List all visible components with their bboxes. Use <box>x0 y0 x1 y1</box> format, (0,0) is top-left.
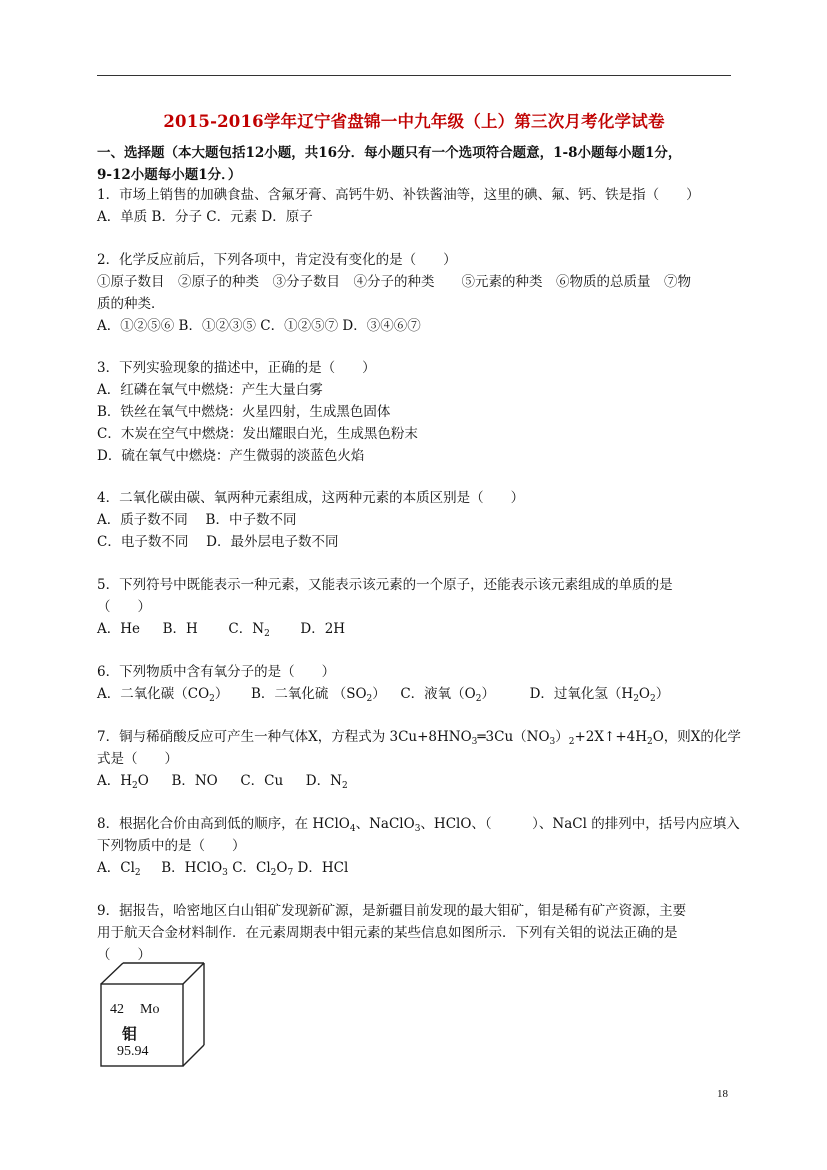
question-5-option-c: C．$N_2$ <box>228 621 270 639</box>
question-1-stem: 1．市场上销售的加碘食盐、含氟牙膏、高钙牛奶、补铁酱油等，这里的碘、氟、钙、铁是指（ ） <box>97 187 700 203</box>
question-6-option-b: B．二氧化硫 $(SO_2)$ <box>250 686 386 704</box>
question-8-option-a: A．$Cl_2$ <box>97 860 141 878</box>
question-7 <box>97 726 741 792</box>
question-3-option-b: B．铁丝在氧气中燃烧：火星四射，生成黑色固体 <box>97 404 391 420</box>
page-title: 2015-2016学年辽宁省盘锦一中九年级（上）第三次月考化学试卷 <box>163 112 665 131</box>
question-5-options <box>97 618 737 640</box>
question-8-stem-line-2: 下列物质中的是（ ） <box>97 838 246 854</box>
question-2-options: A．①②⑤⑥ B．①②③⑤ C．①②⑤⑦ D．③④⑥⑦ <box>97 318 421 334</box>
question-5-option-a: A．He <box>97 621 141 637</box>
question-3-option-d: D．硫在氧气中燃烧：产生微弱的淡蓝色火焰 <box>97 448 365 464</box>
question-5-option-d: D．2H <box>300 621 346 637</box>
question-7-option-c: C．Cu <box>240 773 284 789</box>
question-4-options-ab: A．质子数不同 B．中子数不同 <box>97 512 297 528</box>
section-heading-line-1: 一、选择题（本大题包括12小题，共16分．每小题只有一个选项符合题意，1-8小题每小题1分， <box>97 145 682 161</box>
question-8-option-c: C．$Cl_2O_7$ <box>232 860 294 878</box>
question-2-items-line-1: ①原子数目 ②原子的种类 ③分子数目 ④分子的种类 ⑤元素的种类 ⑥物质的总质量 ⑦物 <box>97 274 691 290</box>
question-9-stem-line-1: 9．据报告，哈密地区白山钼矿发现新矿源，是新疆目前发现的最大钼矿，钼是稀有矿产资源，主要 <box>97 903 687 919</box>
question-5-option-b: B．H <box>162 621 198 637</box>
question-3 <box>97 357 737 467</box>
question-6-options <box>97 683 737 705</box>
question-8-options <box>97 857 737 879</box>
question-7-options <box>97 770 737 792</box>
question-5-stem: 5．下列符号中既能表示一种元素，又能表示该元素的一个原子，还能表示该元素组成的单质的是 <box>97 577 673 593</box>
question-3-stem: 3．下列实验现象的描述中，正确的是（ ） <box>97 360 376 376</box>
page-number: 18 <box>717 1088 728 1100</box>
question-4-stem: 4．二氧化碳由碳、氧两种元素组成，这两种元素的本质区别是（ ） <box>97 490 525 506</box>
question-6-option-c: C．液氧$(O_2)$ <box>400 686 495 704</box>
question-4-options-cd: C．电子数不同 D．最外层电子数不同 <box>97 534 339 550</box>
question-6-option-d: D．过氧化氢$(H_2O_2)$ <box>529 686 670 704</box>
question-9-paren: （ ） <box>97 947 151 963</box>
element-atomic-mass: 95.94 <box>117 1044 149 1059</box>
question-2-stem: 2．化学反应前后，下列各项中，肯定没有变化的是（ ） <box>97 252 457 268</box>
question-3-option-c: C．木炭在空气中燃烧：发出耀眼白光，生成黑色粉末 <box>97 426 418 442</box>
question-8-option-d: D．HCl <box>297 860 349 876</box>
header-rule <box>97 75 731 76</box>
question-5 <box>97 574 737 640</box>
question-2 <box>97 249 737 337</box>
question-7-option-a: A．$H_2O$ <box>97 773 149 791</box>
question-1-options: A．单质 B．分子 C．元素 D．原子 <box>97 209 313 225</box>
question-5-paren: （ ） <box>97 599 151 615</box>
question-6-stem: 6．下列物质中含有氧分子的是（ ） <box>97 664 336 680</box>
element-symbol: Mo <box>140 1002 160 1017</box>
element-atomic-number: 42 <box>110 1002 124 1017</box>
question-9-stem-line-2: 用于航天合金材料制作．在元素周期表中钼元素的某些信息如图所示．下列有关钼的说法正确的是 <box>97 925 678 941</box>
section-heading <box>97 142 735 186</box>
question-7-stem-line-2: 式是（ ） <box>97 751 178 767</box>
element-name: 钼 <box>122 1025 138 1043</box>
question-3-option-a: A．红磷在氧气中燃烧：产生大量白雾 <box>97 382 323 398</box>
question-7-stem: 7．铜与稀硝酸反应可产生一种气体X，方程式为 $3Cu+8HNO_3═3Cu(NO_3)_2+2X↑+4H_2O$，则X的化学 <box>97 729 741 747</box>
question-4 <box>97 487 737 553</box>
section-heading-line-2: 9-12小题每小题1分．） <box>97 167 242 183</box>
periodic-element-figure <box>100 962 206 1068</box>
question-8-option-b: B．HClO$_3$ <box>161 860 228 878</box>
question-7-option-b: B．NO <box>171 773 218 789</box>
question-7-option-d: D．$N_2$ <box>305 773 348 791</box>
question-2-items-line-2: 质的种类． <box>97 296 165 312</box>
question-6-option-a: A．二氧化碳$(CO_2)$ <box>97 686 229 704</box>
question-1 <box>97 184 737 228</box>
question-9 <box>97 900 737 966</box>
question-8 <box>97 813 740 879</box>
question-8-stem: 8．根据化合价由高到低的顺序，在 HClO$_4$、NaClO$_3$、HClO、（ ）、NaCl 的排列中，括号内应填入 <box>97 816 740 834</box>
question-6 <box>97 661 737 705</box>
